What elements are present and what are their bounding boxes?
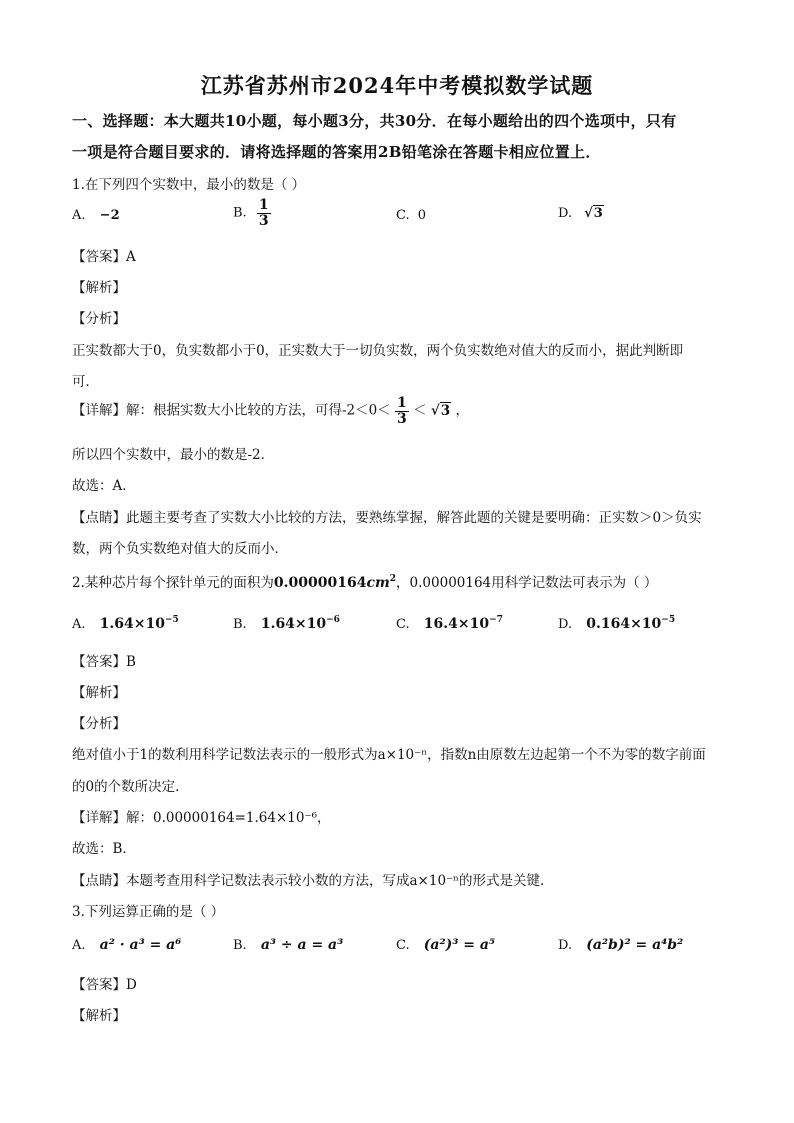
q1-fenxi: 【分析】 bbox=[72, 311, 126, 327]
option-expression: a² · a³ = a⁶ bbox=[99, 937, 182, 953]
section-intro-line-2: 一项是符合题目要求的．请将选择题的答案用2B铅笔涂在答题卡相应位置上． bbox=[72, 143, 601, 161]
stem-value: 0.00000164 bbox=[273, 575, 367, 591]
option-label: A. bbox=[72, 208, 86, 223]
q2-choose: 故选：B． bbox=[72, 841, 136, 857]
option-label: B. bbox=[233, 205, 247, 221]
q3-option-a bbox=[72, 937, 181, 953]
q2-dianjing: 【点睛】本题考查用科学记数法表示较小数的方法，写成a×10⁻ⁿ的形式是关键． bbox=[72, 873, 554, 889]
option-expression: (a²)³ = a⁵ bbox=[423, 937, 496, 953]
option-label: D. bbox=[558, 617, 573, 632]
q3-jiexi: 【解析】 bbox=[72, 1008, 126, 1024]
radicand: 3 bbox=[440, 402, 451, 419]
q3-option-b bbox=[233, 937, 343, 953]
q1-fenxi-line-2: 可． bbox=[72, 374, 99, 390]
option-label: B. bbox=[233, 938, 247, 953]
question-3-stem: 3.下列运算正确的是（ ） bbox=[72, 904, 225, 920]
radicand: 3 bbox=[593, 206, 603, 221]
q1-option-d bbox=[558, 206, 604, 221]
q2-jiexi: 【解析】 bbox=[72, 685, 126, 701]
fraction bbox=[257, 198, 271, 228]
option-expression: (a²b)² = a⁴b² bbox=[586, 937, 684, 953]
stem-unit: cm bbox=[366, 575, 390, 591]
option-label: C. bbox=[396, 208, 410, 223]
square-root: √3 bbox=[430, 402, 451, 419]
option-base: 16.4×10 bbox=[423, 616, 490, 632]
fraction-numerator: 1 bbox=[397, 395, 407, 411]
option-exponent: −5 bbox=[164, 615, 179, 625]
q1-jiexi: 【解析】 bbox=[72, 280, 126, 296]
option-label: B. bbox=[233, 617, 247, 632]
less-than-sign: ＜ bbox=[413, 402, 427, 419]
section-intro-line-1: 一、选择题：本大题共10小题，每小题3分，共30分．在每小题给出的四个选项中，只有 bbox=[72, 112, 677, 130]
option-label: A. bbox=[72, 938, 86, 953]
q2-detail: 【详解】解：0.00000164=1.64×10⁻⁶， bbox=[72, 810, 331, 826]
q2-fenxi-line-2: 的0的个数所决定． bbox=[72, 779, 189, 795]
q1-answer: 【答案】A bbox=[72, 249, 136, 265]
q1-fenxi-line-1: 正实数都大于0，负实数都小于0，正实数大于一切负实数，两个负实数绝对值大的反而小，据此判断即 bbox=[72, 343, 684, 359]
stem-prefix: 2.某种芯片每个探针单元的面积为 bbox=[72, 575, 274, 591]
q2-option-a bbox=[72, 615, 179, 632]
option-exponent: −5 bbox=[661, 615, 676, 625]
fraction bbox=[395, 396, 409, 426]
q3-option-d bbox=[558, 937, 683, 953]
fraction-denominator: 3 bbox=[258, 212, 269, 229]
q1-choose: 故选：A． bbox=[72, 478, 136, 494]
q3-option-c bbox=[396, 937, 495, 953]
stem-unit-exponent: 2 bbox=[389, 574, 397, 584]
fraction-numerator: 1 bbox=[258, 197, 269, 213]
detail-end: ， bbox=[455, 402, 469, 419]
q1-dianjing-line-1: 【点睛】此题主要考查了实数大小比较的方法，要熟练掌握，解答此题的关键是要明确：正实数＞0＞负实 bbox=[72, 510, 702, 526]
q1-conclusion: 所以四个实数中，最小的数是-2． bbox=[72, 447, 275, 463]
option-base: 1.64×10 bbox=[99, 616, 165, 632]
question-2-stem bbox=[72, 571, 657, 591]
q1-detail bbox=[72, 396, 469, 426]
q1-option-b bbox=[233, 198, 271, 228]
q3-answer: 【答案】D bbox=[72, 977, 137, 993]
q2-fenxi-line-1: 绝对值小于1的数利用科学记数法表示的一般形式为a×10⁻ⁿ，指数n由原数左边起第一个不为零的数字前面 bbox=[72, 747, 706, 763]
q2-option-c bbox=[396, 615, 503, 632]
question-1-stem: 1.在下列四个实数中，最小的数是（ ） bbox=[72, 177, 306, 193]
option-label: C. bbox=[396, 938, 410, 953]
q1-option-a bbox=[72, 208, 120, 223]
option-value: −2 bbox=[99, 208, 120, 223]
q2-option-b bbox=[233, 615, 340, 632]
option-label: C. bbox=[396, 617, 410, 632]
option-label: D. bbox=[558, 206, 573, 221]
q1-option-c bbox=[396, 208, 426, 223]
page-title: 江苏省苏州市2024年中考模拟数学试题 bbox=[200, 73, 594, 98]
q2-option-d bbox=[558, 615, 675, 632]
q2-answer: 【答案】B bbox=[72, 654, 136, 670]
detail-text: 【详解】解：根据实数大小比较的方法，可得-2＜0＜ bbox=[72, 402, 391, 419]
option-expression: a³ ÷ a = a³ bbox=[260, 937, 344, 953]
q1-dianjing-line-2: 数，两个负实数绝对值大的反而小． bbox=[72, 541, 288, 557]
option-base: 1.64×10 bbox=[260, 616, 327, 632]
fraction-denominator: 3 bbox=[397, 410, 407, 427]
q2-fenxi: 【分析】 bbox=[72, 716, 126, 732]
option-value: 0 bbox=[417, 208, 427, 223]
option-exponent: −7 bbox=[489, 615, 503, 625]
option-label: D. bbox=[558, 938, 573, 953]
option-exponent: −6 bbox=[326, 615, 340, 625]
option-base: 0.164×10 bbox=[586, 616, 662, 632]
square-root: √3 bbox=[584, 206, 603, 221]
stem-suffix: ，0.00000164用科学记数法可表示为（ ） bbox=[396, 575, 658, 591]
option-label: A. bbox=[72, 617, 86, 632]
